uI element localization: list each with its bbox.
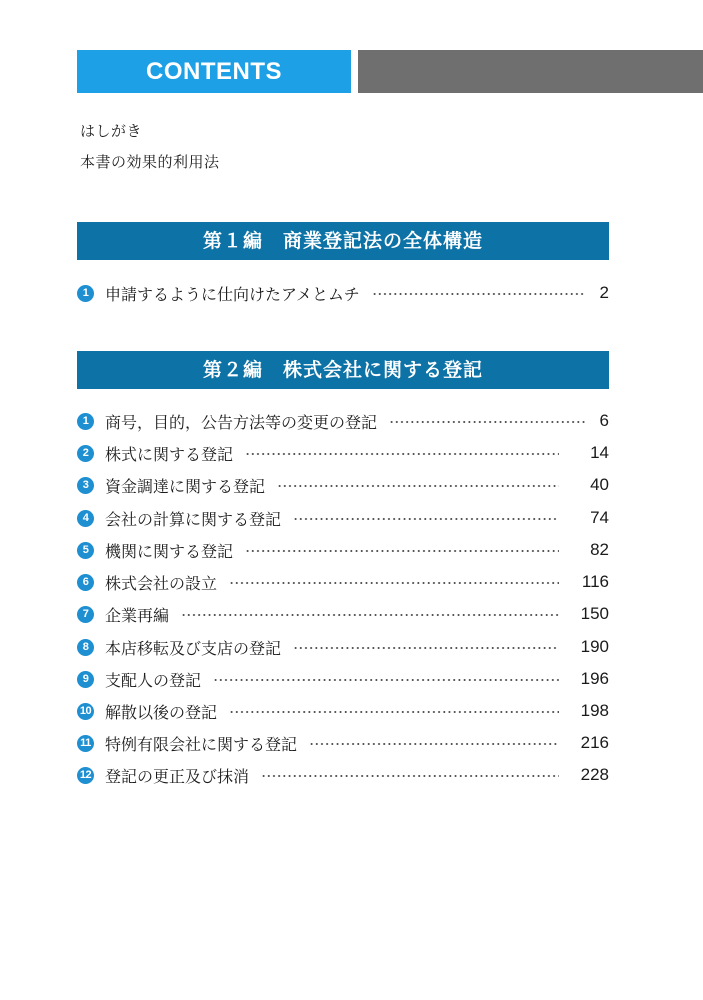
chapter-title: 支配人の登記 xyxy=(105,670,202,690)
toc-row[interactable] xyxy=(77,408,609,434)
chapter-title: 株式会社の設立 xyxy=(105,573,218,593)
toc-row[interactable] xyxy=(77,698,609,724)
dot-leader xyxy=(389,421,585,423)
dot-leader xyxy=(309,743,559,745)
chapter-number-badge: 1 xyxy=(77,413,94,430)
dot-leader xyxy=(181,614,559,616)
dot-leader xyxy=(293,647,559,649)
chapter-number-badge: 11 xyxy=(77,735,94,752)
chapter-number-badge: 10 xyxy=(77,703,94,720)
chapter-title: 会社の計算に関する登記 xyxy=(105,509,282,529)
contents-title: CONTENTS xyxy=(77,50,351,93)
dot-leader xyxy=(245,550,559,552)
chapter-title: 資金調達に関する登記 xyxy=(105,476,266,496)
toc-row[interactable] xyxy=(77,472,609,498)
page-number: 228 xyxy=(580,765,609,784)
chapter-title: 特例有限会社に関する登記 xyxy=(105,734,298,754)
dot-leader xyxy=(213,679,559,681)
chapter-title: 企業再編 xyxy=(105,605,170,625)
part-1-header: 第１編 商業登記法の全体構造 xyxy=(77,222,609,260)
toc-row[interactable] xyxy=(77,601,609,627)
contents-header xyxy=(77,50,703,93)
chapter-number-badge: 6 xyxy=(77,574,94,591)
dot-leader xyxy=(293,518,559,520)
chapter-number-badge: 12 xyxy=(77,767,94,784)
dot-leader xyxy=(229,711,559,713)
page-number: 6 xyxy=(599,411,609,430)
page-number: 196 xyxy=(580,669,609,688)
chapter-title: 登記の更正及び抹消 xyxy=(105,766,250,786)
chapter-number-badge: 9 xyxy=(77,671,94,688)
toc-row[interactable] xyxy=(77,569,609,595)
toc-row[interactable] xyxy=(77,537,609,563)
page-number: 14 xyxy=(590,443,609,462)
header-gray-bar xyxy=(358,50,703,93)
page-number: 40 xyxy=(590,475,609,494)
chapter-title: 解散以後の登記 xyxy=(105,702,218,722)
page-number: 150 xyxy=(580,604,609,623)
page-number: 2 xyxy=(599,283,609,302)
page-number: 198 xyxy=(580,701,609,720)
chapter-title: 機関に関する登記 xyxy=(105,541,234,561)
page-number: 82 xyxy=(590,540,609,559)
dot-leader xyxy=(245,453,559,455)
chapter-number-badge: 5 xyxy=(77,542,94,559)
toc-row[interactable] xyxy=(77,505,609,531)
front-matter-usage-guide[interactable]: 本書の効果的利用法 xyxy=(80,153,220,171)
toc-row[interactable] xyxy=(77,440,609,466)
chapter-number-badge: 2 xyxy=(77,445,94,462)
dot-leader xyxy=(229,582,559,584)
chapter-title: 本店移転及び支店の登記 xyxy=(105,638,282,658)
chapter-title: 申請するように仕向けたアメとムチ xyxy=(105,284,360,304)
toc-row[interactable] xyxy=(77,280,609,306)
chapter-title: 株式に関する登記 xyxy=(105,444,234,464)
chapter-number-badge: 7 xyxy=(77,606,94,623)
part-2-header: 第２編 株式会社に関する登記 xyxy=(77,351,609,389)
toc-row[interactable] xyxy=(77,666,609,692)
dot-leader xyxy=(261,775,559,777)
page-number: 216 xyxy=(580,733,609,752)
dot-leader xyxy=(372,293,585,295)
chapter-title: 商号，目的，公告方法等の変更の登記 xyxy=(105,412,378,432)
front-matter-preface[interactable]: はしがき xyxy=(80,122,143,140)
page-number: 116 xyxy=(581,572,609,591)
chapter-number-badge: 1 xyxy=(77,285,94,302)
page-number: 190 xyxy=(580,637,609,656)
toc-row[interactable] xyxy=(77,762,609,788)
page-number: 74 xyxy=(590,508,609,527)
chapter-number-badge: 3 xyxy=(77,477,94,494)
dot-leader xyxy=(277,485,559,487)
chapter-number-badge: 4 xyxy=(77,510,94,527)
toc-row[interactable] xyxy=(77,730,609,756)
chapter-number-badge: 8 xyxy=(77,639,94,656)
toc-row[interactable] xyxy=(77,634,609,660)
